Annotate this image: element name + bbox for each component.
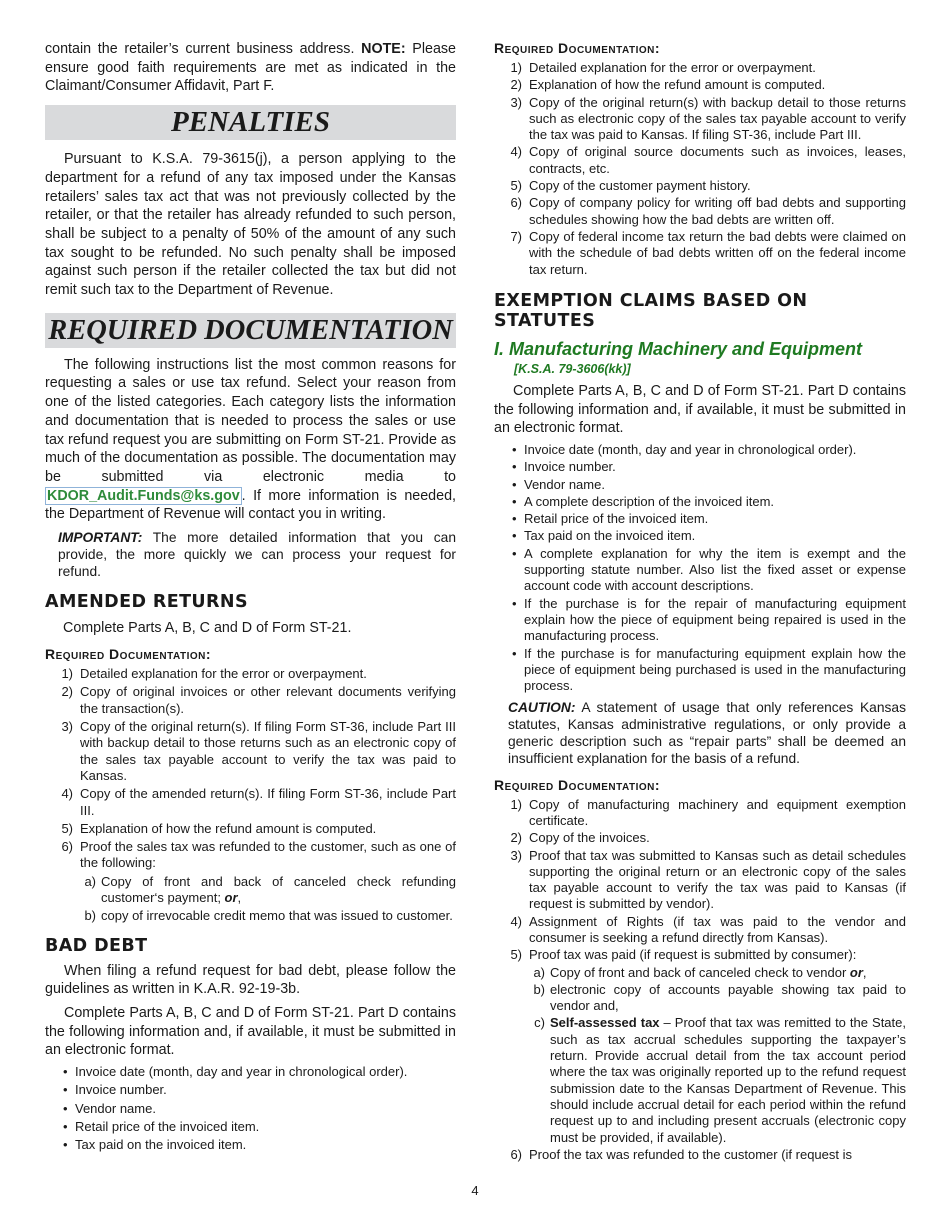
list-item: 6) Proof the sales tax was refunded to the customer, such as one of the following: a) Copy of front and back of canceled check refunding customer‘s payment; or, b) copy of irrevocable credit memo that was issued to customer. [61,839,456,924]
exemption-claims-heading: EXEMPTION CLAIMS BASED ON STATUTES [494,290,808,331]
bullet-item: • A complete explanation for why the item is exempt and the supporting statute number. Also list the fixed asset or expense account code with account descriptions. [512,546,906,595]
bullet-item: • Vendor name. [512,477,906,493]
caution-note: CAUTION: A statement of usage that only references Kansas statutes, Kansas administrative regulations, or only provide a generic description such as “repair parts” shall be deemed an insufficient explanation for the basis of a refund. [508,700,906,766]
bullet-item: • If the purchase is for the repair of manufacturing equipment explain how the piece of equipment being repaired is used in the manufacturing process. [512,596,906,645]
intro-paragraph: contain the retailer’s current business address. NOTE: Please ensure good faith requirements are met as indicated in the Claimant/Consumer Affidavit, Part F. [45,41,457,95]
list-item: 4) Copy of original source documents such as invoices, leases, contracts, etc. [510,144,906,176]
penalties-paragraph: Pursuant to K.S.A. 79-3615(j), a person applying to the department for a refund of any tax imposed under the Kansas retailers’ sales tax act that was not previously collected by the retailer, or that the retailer has already refunded to such person, shall be subject to a penalty of 50% of the amount of any such tax sought to be refunded. No such penalty shall be imposed against such person if the retailer collected the tax but did not remit such tax to the Department of Revenue. [45,151,456,299]
manufacturing-citation: [K.S.A. 79-3606(kk)] [514,361,631,376]
bullet-item: • Tax paid on the invoiced item. [512,528,906,544]
list-item: 2) Explanation of how the refund amount is computed. [510,77,826,93]
right-column [494,40,906,1163]
amended-sub-list [80,874,456,925]
bullet-item: • Invoice number. [63,1082,456,1098]
note-label: NOTE: [361,41,406,57]
list-item: 5) Copy of the customer payment history. [510,178,751,194]
required-documentation-paragraph: The following instructions list the most common reasons for requesting a sales or use tax refund. Select your reason from one of the listed categories. Each category lists the information and documentation that is needed to process the sales or use tax refund request you are submitting on Form ST-21. Provide as much of the documentation as possible. The documentation may be submitted via electronic media to KDOR_Audit.Funds@ks.gov . If more information is needed, the Department of Revenue will contact you in writing. [45,356,456,523]
list-item: 6) Copy of company policy for writing off bad debts and supporting schedules showing how the bad debts are written off. [510,195,906,227]
audit-email-link[interactable]: KDOR_Audit.Funds@ks.gov [47,487,240,504]
list-item: 3) Proof that tax was submitted to Kansas such as detail schedules supporting the original return or an electronic copy of the sales tax payable account to verify the tax was paid to Kansas (if request is submitted by vendor). [510,847,906,912]
list-item: 3) Copy of the original return(s) with backup detail to those returns such as electronic copy of the sales tax payable account to verify the tax was paid to Kansas. If filing ST-36, include Part III. [510,94,906,143]
manufacturing-subheading: I. Manufacturing Machinery and Equipment [494,338,863,359]
manufacturing-sub-list [529,965,906,1146]
penalties-banner: PENALTIES [45,105,456,140]
manufacturing-intro: Complete Parts A, B, C and D of Form ST-21. Part D contains the following information and, if available, it must be submitted in an electronic format. [494,382,906,437]
bullet-item: • Retail price of the invoiced item. [512,511,906,527]
left-column [45,40,456,1154]
bullet-item: • Tax paid on the invoiced item. [63,1137,456,1153]
list-item: 2) Copy of the invoices. [510,830,650,846]
list-item: 7) Copy of federal income tax return the bad debts were claimed on with the schedule of bad debts written off on the federal income tax return. [510,228,906,277]
amended-doc-heading: Required Documentation: [45,646,212,663]
bad-debt-doc-heading: Required Documentation: [494,40,661,56]
sub-list-item: b) electronic copy of accounts payable showing tax paid to vendor and, [533,981,906,1014]
list-item: 5) Proof tax was paid (if request is submitted by consumer): a) Copy of front and back of canceled check to vendor or, b) electronic copy of accounts payable showing tax paid to vendor and, c) Self-assessed tax – Proof that tax was remitted to the State, such as tax accrual schedules supporting the taxpayer’s return. Provide accrual detail from the tax account period where the tax was originally reported up to the refund request submission date to the Kansas Department of Revenue. This should include accrual detail for each period within the refund request up to and including present accruals (electronic copy must be provided, if available). [510,947,906,1145]
list-item: 4) Copy of the amended return(s). If filing Form ST-36, include Part III. [61,786,456,818]
bad-debt-heading: BAD DEBT [45,935,148,956]
bullet-item: • Invoice date (month, day and year in chronological order). [63,1064,456,1080]
bullet-item: • Vendor name. [63,1101,456,1117]
bullet-item: • Invoice number. [512,459,906,475]
bullet-item: • A complete description of the invoiced item. [512,494,906,510]
sub-list-item: a) Copy of front and back of canceled check to vendor or, [533,964,867,980]
bullet-item: • If the purchase is for manufacturing equipment explain how the piece of equipment being purchased is used in the manufacturing process. [512,646,906,695]
list-item: 5) Explanation of how the refund amount is computed. [61,820,377,836]
list-item: 1) Detailed explanation for the error or overpayment. [61,666,367,682]
manufacturing-doc-list [494,797,906,1164]
list-item: 4) Assignment of Rights (if tax was paid to the vendor and consumer is seeking a refund directly from Kansas). [510,913,906,945]
bad-debt-paragraph-1: When filing a refund request for bad debt, please follow the guidelines as written in K.A.R. 92-19-3b. [45,962,456,998]
page-number: 4 [471,1183,479,1198]
amended-doc-list [45,666,456,924]
list-item: 1) Detailed explanation for the error or overpayment. [510,60,816,75]
list-item: 1) Copy of manufacturing machinery and equipment exemption certificate. [510,796,906,828]
list-item: 6) Proof the tax was refunded to the customer (if request is [510,1146,852,1162]
manufacturing-bullet-list [512,442,906,694]
amended-intro: Complete Parts A, B, C and D of Form ST-21. [63,620,352,637]
important-note: IMPORTANT: The more detailed information that you can provide, the more quickly we can process your request for refund. [58,530,456,579]
bullet-item: • Retail price of the invoiced item. [63,1119,456,1135]
amended-returns-heading: AMENDED RETURNS [45,592,248,613]
list-item: 3) Copy of the original return(s). If filing Form ST-36, include Part III with backup detail to those returns such as an electronic copy of the sales tax payable account to verify the tax was paid to Kansas. [61,719,456,783]
bullet-item: • Invoice date (month, day and year in chronological order). [512,442,906,458]
sub-list-item: c) Self-assessed tax – Proof that tax was remitted to the State, such as tax accrual schedules supporting the taxpayer’s return. Provide accrual detail from the tax account period where the tax was originally reported up to the refund request submission date to the Kansas Department of Revenue. This should include accrual detail for each period within the refund request up to and including present accruals (electronic copy must be provided, if available). [534,1015,906,1145]
bad-debt-doc-list [494,60,906,278]
bad-debt-paragraph-2: Complete Parts A, B, C and D of Form ST-21. Part D contains the following information and, if available, it must be submitted in an electronic format. [45,1005,456,1059]
manufacturing-doc-heading: Required Documentation: [494,776,661,793]
sub-list-item: a) Copy of front and back of canceled check refunding customer‘s payment; or, [84,873,456,906]
required-documentation-banner: REQUIRED DOCUMENTATION [45,313,456,348]
list-item: 2) Copy of original invoices or other relevant documents verifying the transaction(s). [61,684,456,716]
sub-list-item: b) copy of irrevocable credit memo that was issued to customer. [84,908,453,924]
bad-debt-bullet-list [63,1064,456,1153]
